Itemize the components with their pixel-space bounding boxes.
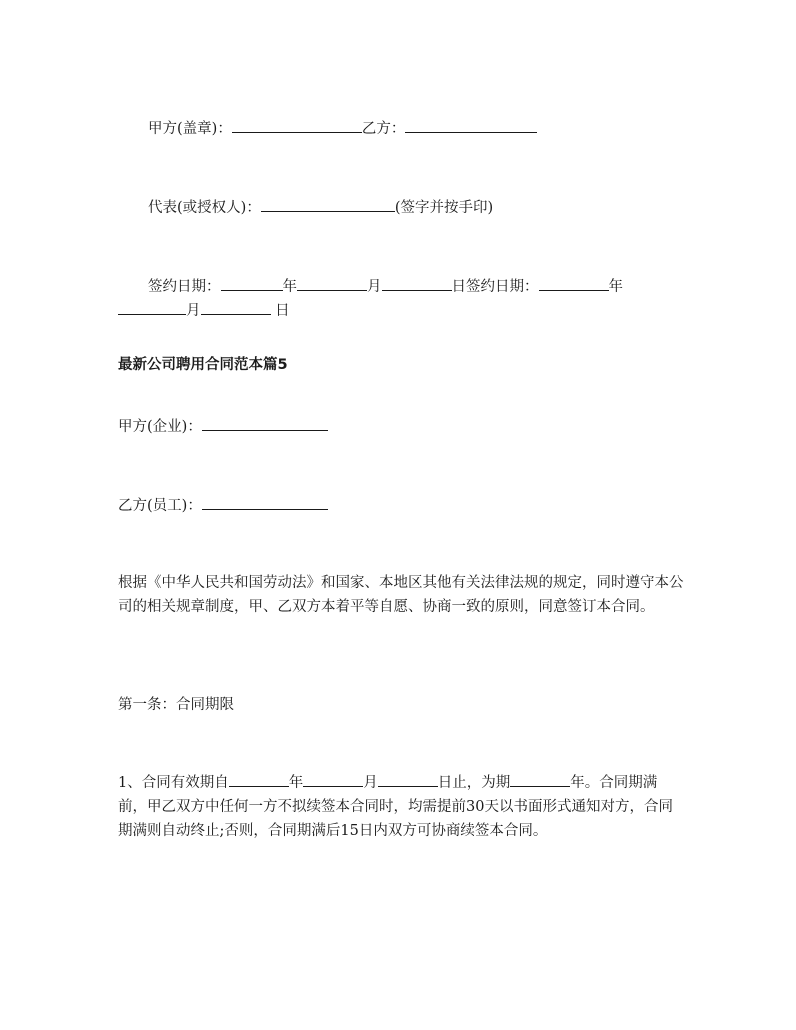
clause-year-label: 年 <box>288 775 304 791</box>
clause-1-paragraph <box>118 771 686 843</box>
signing-month-blank[interactable] <box>297 276 367 291</box>
party-b-blank[interactable] <box>405 118 537 133</box>
signing-day-blank[interactable] <box>382 276 452 291</box>
end-day-blank[interactable] <box>378 772 438 787</box>
intro-paragraph: 根据《中华人民共和国劳动法》和国家、本地区其他有关法律法规的规定，同时遵守本公司的相关规章制度，甲、乙双方本着平等自愿、协商一致的原则，同意签订本合同。 <box>118 575 684 615</box>
enterprise-label: 甲方(企业)： <box>118 419 202 435</box>
day-and-date-label: 日签约日期： <box>451 279 539 295</box>
signing-month-blank-2[interactable] <box>118 300 186 315</box>
representative-label: 代表(或授权人)： <box>148 200 261 216</box>
day-label: 日 <box>275 303 290 319</box>
clause-1-prefix: 1、合同有效期自 <box>118 775 229 791</box>
enterprise-line <box>118 416 328 437</box>
signing-year-blank[interactable] <box>221 276 283 291</box>
employee-line <box>118 495 328 516</box>
clause-term-unit: 年。 <box>570 775 600 791</box>
signing-date-line-cont <box>118 300 290 321</box>
party-a-seal-line <box>148 118 537 139</box>
representative-suffix: (签字并按手印) <box>394 200 494 216</box>
month-label: 月 <box>367 279 382 295</box>
signing-day-blank-2[interactable] <box>201 300 271 315</box>
employee-blank[interactable] <box>202 495 328 510</box>
party-a-seal-blank[interactable] <box>232 118 362 133</box>
start-year-blank[interactable] <box>229 772 289 787</box>
year-label: 年 <box>282 279 297 295</box>
signing-date-label: 签约日期： <box>148 279 221 295</box>
party-a-seal-label: 甲方(盖章)： <box>148 121 232 137</box>
clause-month-label: 月 <box>363 775 378 791</box>
signing-year-blank-2[interactable] <box>539 276 609 291</box>
enterprise-blank[interactable] <box>202 416 328 431</box>
article-1-title: 第一条：合同期限 <box>118 697 234 713</box>
representative-blank[interactable] <box>261 197 395 212</box>
signing-date-line <box>148 276 623 297</box>
clause-1-rest: 合同期满前，甲乙双方中任何一方不拟续签本合同时，均需提前30天以书面形式通知对方，合同期满则自动终止;否则，合同期满后15日内双方可协商续签本合同。 <box>118 775 673 839</box>
start-month-blank[interactable] <box>303 772 363 787</box>
employee-label: 乙方(员工)： <box>118 498 202 514</box>
party-b-label: 乙方： <box>361 121 406 137</box>
year-label-2: 年 <box>608 279 623 295</box>
term-years-blank[interactable] <box>510 772 570 787</box>
month-label-2: 月 <box>186 303 201 319</box>
clause-end-text: 日止，为期 <box>437 775 511 791</box>
representative-line <box>148 197 493 218</box>
section-title: 最新公司聘用合同范本篇5 <box>118 357 288 373</box>
